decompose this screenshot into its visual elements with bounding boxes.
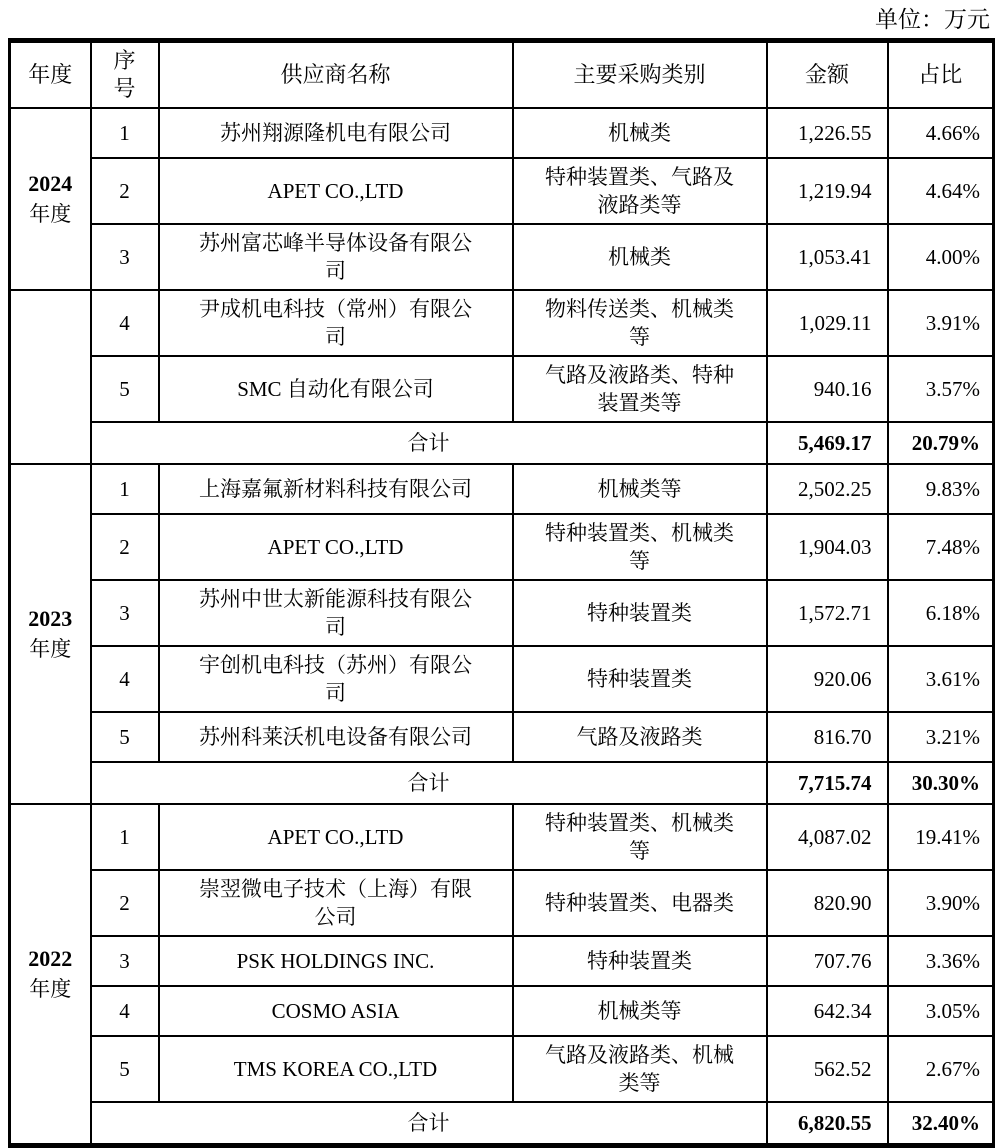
supplier-row <box>10 804 994 870</box>
category-cell: 特种装置类、机械类等 <box>513 804 767 870</box>
suppliers-table <box>8 38 995 1148</box>
category-cell: 气路及液路类、机械类等 <box>513 1036 767 1102</box>
share-cell: 19.41% <box>888 804 994 870</box>
amount-cell: 1,226.55 <box>767 108 888 158</box>
supplier-row <box>10 986 994 1036</box>
total-row <box>10 422 994 464</box>
supplier-row <box>10 464 994 514</box>
supplier-name-cell: APET CO.,LTD <box>159 804 513 870</box>
col-header-no <box>91 41 159 109</box>
total-share-cell: 30.30% <box>888 762 994 804</box>
year-number: 2023 <box>28 606 73 631</box>
total-amount-cell: 7,715.74 <box>767 762 888 804</box>
supplier-row <box>10 936 994 986</box>
year-cell <box>10 464 91 804</box>
col-header-amount: 金额 <box>767 41 888 109</box>
supplier-row <box>10 224 994 290</box>
supplier-row <box>10 356 994 422</box>
share-cell: 3.90% <box>888 870 994 936</box>
supplier-row <box>10 712 994 762</box>
share-cell: 7.48% <box>888 514 994 580</box>
year-cell-empty <box>10 290 91 464</box>
row-number-cell: 2 <box>91 158 159 224</box>
col-header-category: 主要采购类别 <box>513 41 767 109</box>
supplier-name-cell: 宇创机电科技（苏州）有限公司 <box>159 646 513 712</box>
share-cell: 3.05% <box>888 986 994 1036</box>
row-number-cell: 2 <box>91 870 159 936</box>
supplier-row <box>10 646 994 712</box>
share-cell: 3.36% <box>888 936 994 986</box>
supplier-row <box>10 290 994 356</box>
total-share-cell: 32.40% <box>888 1102 994 1146</box>
amount-cell: 1,029.11 <box>767 290 888 356</box>
supplier-name-cell: 苏州翔源隆机电有限公司 <box>159 108 513 158</box>
row-number-cell: 4 <box>91 986 159 1036</box>
total-row <box>10 1102 994 1146</box>
row-number-cell: 5 <box>91 1036 159 1102</box>
amount-cell: 820.90 <box>767 870 888 936</box>
amount-cell: 940.16 <box>767 356 888 422</box>
row-number-cell: 1 <box>91 464 159 514</box>
amount-cell: 816.70 <box>767 712 888 762</box>
row-number-cell: 5 <box>91 712 159 762</box>
category-cell: 机械类 <box>513 224 767 290</box>
share-cell: 4.66% <box>888 108 994 158</box>
supplier-row <box>10 108 994 158</box>
category-cell: 特种装置类、机械类等 <box>513 514 767 580</box>
share-cell: 9.83% <box>888 464 994 514</box>
row-number-cell: 1 <box>91 108 159 158</box>
supplier-row <box>10 158 994 224</box>
row-number-cell: 5 <box>91 356 159 422</box>
share-cell: 4.00% <box>888 224 994 290</box>
row-number-cell: 1 <box>91 804 159 870</box>
category-cell: 机械类等 <box>513 986 767 1036</box>
supplier-row <box>10 580 994 646</box>
category-cell: 气路及液路类 <box>513 712 767 762</box>
col-header-share: 占比 <box>888 41 994 109</box>
supplier-name-cell: APET CO.,LTD <box>159 514 513 580</box>
year-suffix-label: 年度 <box>29 977 72 1001</box>
col-header-year: 年度 <box>10 41 91 109</box>
category-cell: 特种装置类、气路及液路类等 <box>513 158 767 224</box>
year-suffix-label: 年度 <box>29 637 72 661</box>
supplier-name-cell: 崇翌微电子技术（上海）有限公司 <box>159 870 513 936</box>
year-cell <box>10 804 91 1146</box>
supplier-row <box>10 514 994 580</box>
amount-cell: 1,572.71 <box>767 580 888 646</box>
supplier-name-cell: COSMO ASIA <box>159 986 513 1036</box>
category-cell: 物料传送类、机械类等 <box>513 290 767 356</box>
supplier-name-cell: TMS KOREA CO.,LTD <box>159 1036 513 1102</box>
supplier-name-cell: 苏州科莱沃机电设备有限公司 <box>159 712 513 762</box>
header-row <box>10 41 994 109</box>
share-cell: 2.67% <box>888 1036 994 1102</box>
supplier-name-cell: PSK HOLDINGS INC. <box>159 936 513 986</box>
share-cell: 3.57% <box>888 356 994 422</box>
total-amount-cell: 6,820.55 <box>767 1102 888 1146</box>
row-number-cell: 3 <box>91 580 159 646</box>
unit-label: 单位：万元 <box>875 7 990 32</box>
share-cell: 3.91% <box>888 290 994 356</box>
table-body <box>10 108 994 1146</box>
category-cell: 特种装置类、电器类 <box>513 870 767 936</box>
supplier-row <box>10 1036 994 1102</box>
row-number-cell: 3 <box>91 936 159 986</box>
year-number: 2024 <box>28 171 73 196</box>
share-cell: 3.61% <box>888 646 994 712</box>
amount-cell: 562.52 <box>767 1036 888 1102</box>
supplier-name-cell: 尹成机电科技（常州）有限公司 <box>159 290 513 356</box>
category-cell: 机械类等 <box>513 464 767 514</box>
col-header-supplier: 供应商名称 <box>159 41 513 109</box>
supplier-name-cell: SMC 自动化有限公司 <box>159 356 513 422</box>
supplier-name-cell: 苏州中世太新能源科技有限公司 <box>159 580 513 646</box>
category-cell: 特种装置类 <box>513 646 767 712</box>
amount-cell: 4,087.02 <box>767 804 888 870</box>
supplier-name-cell: 苏州富芯峰半导体设备有限公司 <box>159 224 513 290</box>
total-label-cell: 合计 <box>91 1102 767 1146</box>
category-cell: 特种装置类 <box>513 580 767 646</box>
row-number-cell: 4 <box>91 290 159 356</box>
share-cell: 3.21% <box>888 712 994 762</box>
col-header-no-label: 序号 <box>113 48 136 101</box>
share-cell: 6.18% <box>888 580 994 646</box>
supplier-name-cell: 上海嘉氟新材料科技有限公司 <box>159 464 513 514</box>
row-number-cell: 4 <box>91 646 159 712</box>
amount-cell: 642.34 <box>767 986 888 1036</box>
total-label-cell: 合计 <box>91 422 767 464</box>
total-label-cell: 合计 <box>91 762 767 804</box>
amount-cell: 1,219.94 <box>767 158 888 224</box>
total-row <box>10 762 994 804</box>
total-amount-cell: 5,469.17 <box>767 422 888 464</box>
amount-cell: 1,053.41 <box>767 224 888 290</box>
category-cell: 气路及液路类、特种装置类等 <box>513 356 767 422</box>
category-cell: 机械类 <box>513 108 767 158</box>
supplier-row <box>10 870 994 936</box>
total-share-cell: 20.79% <box>888 422 994 464</box>
category-cell: 特种装置类 <box>513 936 767 986</box>
row-number-cell: 3 <box>91 224 159 290</box>
row-number-cell: 2 <box>91 514 159 580</box>
year-cell <box>10 108 91 290</box>
supplier-name-cell: APET CO.,LTD <box>159 158 513 224</box>
year-number: 2022 <box>28 946 73 971</box>
amount-cell: 1,904.03 <box>767 514 888 580</box>
amount-cell: 2,502.25 <box>767 464 888 514</box>
year-suffix-label: 年度 <box>29 202 72 226</box>
amount-cell: 707.76 <box>767 936 888 986</box>
share-cell: 4.64% <box>888 158 994 224</box>
amount-cell: 920.06 <box>767 646 888 712</box>
